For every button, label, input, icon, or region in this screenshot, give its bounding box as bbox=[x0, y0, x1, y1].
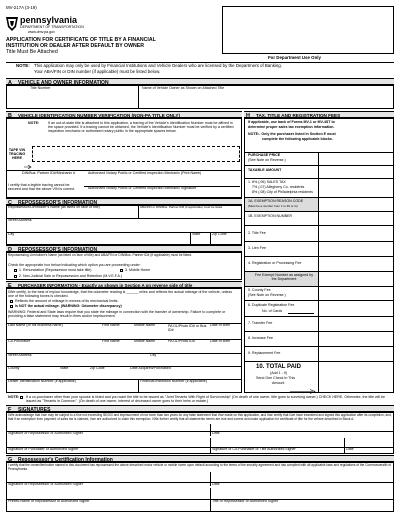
purchaser-dob-label: Date of Birth bbox=[210, 323, 230, 327]
purchaser-state-label: State bbox=[60, 366, 69, 370]
repo-cert-date-input[interactable] bbox=[212, 473, 392, 481]
dealer-id-input[interactable] bbox=[8, 164, 84, 171]
joint-tenants-note-label: NOTE: bbox=[8, 395, 20, 399]
dept-use-box bbox=[222, 6, 394, 54]
fin-institution-label: Financial Institution Number (if applicable) bbox=[140, 379, 207, 383]
section-c-header: C REPOSSESSOR'S INFORMATION bbox=[6, 198, 242, 205]
title-number-label: Title Number bbox=[30, 86, 51, 90]
purchaser-address-input[interactable] bbox=[8, 358, 238, 365]
dealer-number-label: Dealer Identification Number (if applicable) bbox=[8, 379, 76, 383]
non-judicial-sale-label: 2. Non-Judicial Sale or Repossession and Retention (M.V.E.F.A.) bbox=[19, 274, 123, 278]
joint-tenants-note-text: If a co-purchaser other than your spouse is listed and you want the title to be issued as "Joint Tenants With Right of Survivorship" (On death of one owner, title goes to surviving owner.) CHECK HERE. Otherwise, the title will be issued as "Tenants in Common". (On death of one owner, interest of deceased owner goes to their heirs or estate.) bbox=[26, 395, 386, 404]
co-purchaser-signature-label: Signature of Co-Purchaser or Title Authorized Signer bbox=[212, 447, 296, 451]
exemption-number-input[interactable] bbox=[320, 212, 392, 224]
repossessing-lienholder-label: Repossessing Lienholder's Name (as listed on face of title) and ABA/FIN or DIN/Bus. Partner ID# (if applicable) must be listed. bbox=[8, 253, 193, 257]
mileage-excess-checkbox[interactable] bbox=[10, 300, 13, 303]
repo-state-input[interactable] bbox=[192, 237, 208, 244]
purchase-price-sub: (See Note on Reverse.) bbox=[248, 158, 286, 162]
repo-city-label: City bbox=[8, 232, 15, 236]
repo-signature-date-label: Date bbox=[212, 431, 220, 435]
increase-fee-label: 8. Increase Fee bbox=[248, 336, 273, 340]
title-fee-label: 2. Title Fee bbox=[248, 231, 266, 235]
mileage-excess-label: Reflects the amount of mileage in excess of its mechanical limits. bbox=[15, 299, 119, 303]
purchaser-signature-date-label: Date bbox=[346, 447, 354, 451]
purchaser-name-input[interactable] bbox=[8, 330, 238, 338]
tax-rate-2: 7% (.07) Allegheny Co. residents bbox=[252, 185, 305, 189]
repo-title-label: Title of Repossessor or Authorized Signer bbox=[212, 499, 279, 503]
purchaser-middle-name-label: Middle Name bbox=[134, 323, 156, 327]
section-d-header: D REPOSSESSOR'S INFORMATION bbox=[6, 245, 242, 252]
fee-exempt-label: Fee Exempt Number as assigned by the Department bbox=[254, 273, 314, 282]
repo-street-label: Street Address bbox=[8, 218, 32, 222]
agency-website: www.dmv.pa.gov bbox=[28, 30, 55, 34]
notary-print-input[interactable] bbox=[88, 164, 240, 171]
purchaser-signature-label: Signature of Purchaser or Authorized Signer bbox=[8, 447, 79, 451]
county-fee-label: 5. County Fee bbox=[248, 288, 271, 292]
notary-signature-label: Authorized Notary Public or Certified Inspection Mechanic Signature bbox=[88, 186, 197, 190]
co-purchaser-label: Co-Purchaser bbox=[8, 339, 31, 343]
exemption-number-label: 1B. EXEMPTION NUMBER bbox=[248, 214, 293, 218]
agency-subtitle: DEPARTMENT OF TRANSPORTATION bbox=[20, 25, 84, 29]
section-f-header: F SIGNATURES bbox=[6, 405, 394, 412]
lien-fee-input[interactable] bbox=[320, 242, 392, 256]
title-fee-input[interactable] bbox=[320, 226, 392, 241]
taxable-amount-label: TAXABLE AMOUNT bbox=[248, 168, 282, 172]
date-acquired-label: Date Acquired/Purchased bbox=[130, 366, 171, 370]
transfer-fee-label: 7. Transfer Fee bbox=[248, 321, 273, 325]
purchaser-street-label: Street Address bbox=[8, 353, 32, 357]
owner-name-label: Name of Vehicle Owner as Shown on Attached Title bbox=[142, 86, 225, 90]
county-fee-input[interactable] bbox=[320, 287, 392, 300]
taxable-amount-input[interactable] bbox=[320, 166, 392, 178]
co-purchaser-name-input[interactable] bbox=[8, 345, 238, 352]
total-paid-input[interactable] bbox=[320, 362, 392, 392]
section-h-header: H TAX, TITLE AND REGISTRATION FEES bbox=[244, 111, 394, 118]
odometer-warning: WARNING: Federal and State laws require that you state the mileage in connection with the transfer of ownership. Failure to complete or providing a false statement may result in fines and/or imprisonment. bbox=[8, 310, 226, 319]
fees-intro-2: determine proper sales tax exemption information. bbox=[248, 125, 335, 129]
exemption-code-input[interactable] bbox=[320, 198, 392, 210]
repo-state-label: State bbox=[192, 232, 201, 236]
repo-street-input[interactable] bbox=[8, 223, 240, 231]
purchaser-last-name-label: Last Name (or full business name) bbox=[8, 323, 63, 327]
transfer-fee-input[interactable] bbox=[320, 317, 392, 331]
joint-tenants-checkbox[interactable] bbox=[20, 396, 23, 399]
form-title-line1: APPLICATION FOR CERTIFICATE OF TITLE BY A FINANCIAL bbox=[6, 37, 156, 43]
section-b-header: B VEHICLE IDENTIFICATION NUMBER VERIFICATION (NON-PA TITLE ONLY) bbox=[6, 111, 242, 118]
tax-rate-3: 8% (.08) City of Philadelphia residents bbox=[252, 190, 313, 194]
fees-note-1: NOTE:- Only the purchaser listed in Section E must bbox=[248, 132, 336, 136]
purchaser-signature-input[interactable] bbox=[8, 440, 208, 446]
renunciation-label: 1. Renunciation (Repossessor must take title) bbox=[19, 268, 92, 272]
repo-city-input[interactable] bbox=[8, 237, 188, 244]
co-purchaser-first-label: First Name bbox=[102, 339, 120, 343]
purchaser-county-label: County bbox=[8, 366, 20, 370]
repo-signature-input[interactable] bbox=[8, 424, 208, 430]
purchaser-county-input[interactable] bbox=[8, 371, 238, 378]
form-title-line3: Title Must Be Attached bbox=[6, 49, 58, 55]
repo-cert-signature-label: Signature of Repossessor or Authorized Signer bbox=[8, 482, 83, 486]
increase-fee-input[interactable] bbox=[320, 332, 392, 346]
vin-tracing-area[interactable] bbox=[32, 146, 240, 162]
county-fee-sub: (See Note on Reverse.) bbox=[248, 293, 286, 297]
tax-rate-1: 1. 6% (.06) SALES TAX bbox=[248, 180, 286, 184]
lien-fee-label: 3. Lien Fee bbox=[248, 246, 266, 250]
repo-printed-name-input[interactable] bbox=[8, 490, 208, 498]
purchase-price-input[interactable] bbox=[320, 153, 392, 165]
form-number: MV-217A (3-19) bbox=[6, 5, 37, 10]
exemption-code-sub: (Must be a number from 1 to 30 or G) bbox=[248, 204, 298, 208]
section-b-note-label: NOTE: bbox=[28, 121, 40, 125]
repo-printed-name-label: Printed Name of Repossessor or Authorized Signer bbox=[8, 499, 90, 503]
repo-signature-label: Signature of Repossessor or Authorized Signer bbox=[8, 431, 83, 435]
dealer-id-label: DIN/Bus. Partner ID#/Mechanic # bbox=[22, 171, 76, 175]
repo-option-intro: Check the appropriate box below indicating which option you are proceeding under: bbox=[8, 263, 141, 267]
repo-name-input[interactable] bbox=[8, 210, 136, 218]
odometer-certify-text: I/We certify, to the best of my/our knowledge, that the odometer reading is ______ miles and reflects the actual mileage of the vehicle, unless one of the following boxes is checked. bbox=[8, 290, 232, 299]
note-line2: Your ABA/FIN or DIN number (if applicable) must be listed below. bbox=[34, 69, 161, 74]
co-purchaser-middle-label: Middle Name bbox=[134, 339, 156, 343]
total-paid-sub: (Add 1 - 9) bbox=[270, 371, 287, 375]
dept-use-label: For Department Use Only bbox=[268, 55, 321, 60]
fin-institution-input[interactable] bbox=[140, 385, 240, 392]
note-line1: This application may only be used by Financial Institutions and Vehicle Dealers who are licensed by the Department of Banking. bbox=[34, 63, 282, 68]
mobile-home-label: 3. Mobile Home bbox=[125, 268, 151, 272]
certify-tracing-text: I certify that a legible tracing cannot be secured and that the above VIN is correct. bbox=[8, 183, 76, 192]
registration-fee-input[interactable] bbox=[320, 257, 392, 271]
repo-id-label: ABA/FIN or DIN/Bus. Partner ID# (if applicable) must be listed bbox=[140, 205, 223, 209]
duplicate-fee-input[interactable] bbox=[320, 301, 392, 316]
signatures-acknowledgement: I/We acknowledge that I/we may be subject to a fine not exceeding $5,000 and imprisonment of not more than two years for any false statement that I/we made on this application, and I/we certify that I/we have examined and signed this application after its completion; and, that if an exemption from payment of sales tax is claimed, I/we are authorized to claim this exemption. I/We further certify that all statements herein are true and correct and make application for certificate of title for the vehicle described in Block A. bbox=[8, 413, 392, 421]
repo-name-label: Repossessor/Lienholder's Name (as listed on face of title) bbox=[8, 205, 100, 209]
agency-name: pennsylvania bbox=[20, 15, 78, 25]
arrow-right-icon bbox=[290, 381, 316, 386]
purchase-price-label: PURCHASE PRICE bbox=[248, 153, 281, 157]
total-amount-label: Amount bbox=[272, 381, 285, 385]
section-e-header: E PURCHASER INFORMATION - Exactly as shown in Section A on reverse side of title bbox=[6, 281, 242, 288]
purchaser-dl-label: PA DL/Photo ID# or Bus. ID# bbox=[168, 324, 208, 333]
total-paid-label: 10. TOTAL PAID bbox=[256, 364, 301, 370]
duplicate-fee-label: 6. Duplicate Registration Fee bbox=[248, 303, 295, 307]
fees-note-2: complete the following applicable blocks. bbox=[262, 137, 333, 141]
owner-name-input[interactable] bbox=[140, 92, 392, 107]
repo-cert-signature-input[interactable] bbox=[8, 473, 208, 481]
keystone-logo-icon bbox=[6, 17, 18, 31]
section-g-header: G Repossessor's Certification Information bbox=[6, 455, 394, 462]
not-actual-mileage-checkbox[interactable] bbox=[10, 305, 13, 308]
note-label: NOTE: bbox=[16, 63, 30, 68]
repo-zip-input[interactable] bbox=[212, 237, 240, 244]
arrow-right-icon bbox=[24, 156, 32, 160]
dealer-number-input[interactable] bbox=[8, 385, 136, 392]
co-purchaser-dob-label: Date of Birth bbox=[210, 339, 230, 343]
purchaser-zip-label: Zip Code bbox=[90, 366, 105, 370]
repo-zip-label: Zip Code bbox=[212, 232, 227, 236]
title-number-input[interactable] bbox=[8, 92, 136, 107]
form-title-line2: INSTITUTION OR DEALER AFTER DEFAULT BY OWNER bbox=[6, 43, 144, 49]
section-b-note-text: If an out-of-state title is attached to this application, a tracing of the Vehicle's Identification Number must be affixed in the space provided. If a tracing cannot be obtained, the Vehicle's Identification Number must be verified by a certified inspection mechanic or authorized notary public in the appropriate spaces below. bbox=[48, 121, 234, 134]
co-purchaser-signature-input[interactable] bbox=[212, 440, 392, 446]
fee-exempt-input[interactable] bbox=[320, 272, 392, 285]
sales-tax-input[interactable] bbox=[320, 179, 392, 195]
not-actual-mileage-label: is NOT the actual mileage. (WARNING: Odometer discrepancy) bbox=[15, 304, 122, 308]
fees-intro-1: If applicable, use back of Forms MV-1 or MV-4ST to bbox=[248, 120, 335, 124]
mobile-home-checkbox[interactable] bbox=[120, 269, 123, 272]
repo-title-input[interactable] bbox=[212, 490, 392, 498]
repo-id-input[interactable] bbox=[140, 210, 240, 218]
no-of-cards-label: No. of Cards bbox=[262, 309, 283, 313]
exemption-code-label: 1A. EXEMPTION REASON CODE bbox=[248, 199, 304, 203]
notary-signature-input[interactable] bbox=[86, 178, 240, 186]
section-a-header: A VEHICLE AND OWNER INFORMATION bbox=[6, 78, 394, 85]
co-purchaser-dl-label: PA DL/Photo ID# bbox=[168, 339, 195, 343]
notary-print-label: Authorized Notary Public or Certified Inspection Mechanic (Print Name) bbox=[88, 171, 202, 175]
renunciation-checkbox[interactable] bbox=[14, 269, 17, 272]
repo-certification-text: I certify that the owner/lienholder named in this document has repossessed the above described motor vehicle or mobile home upon default according to the terms of the security agreement and has complied with all applicable laws and regulations of the Commonwealth of Pennsylvania. bbox=[8, 463, 391, 471]
registration-fee-label: 4. Registration or Processing Fee bbox=[248, 261, 302, 265]
purchaser-first-name-label: First Name bbox=[102, 323, 120, 327]
purchaser-city-label: City bbox=[150, 353, 157, 357]
repo-cert-date-label: Date bbox=[212, 482, 220, 486]
replacement-fee-input[interactable] bbox=[320, 347, 392, 361]
total-check-label: Send One Check In This bbox=[256, 376, 296, 380]
tape-vin-label: TAPE VIN TRACING HERE bbox=[8, 148, 26, 161]
replacement-fee-label: 9. Replacement Fee bbox=[248, 351, 281, 355]
non-judicial-sale-checkbox[interactable] bbox=[14, 275, 17, 278]
